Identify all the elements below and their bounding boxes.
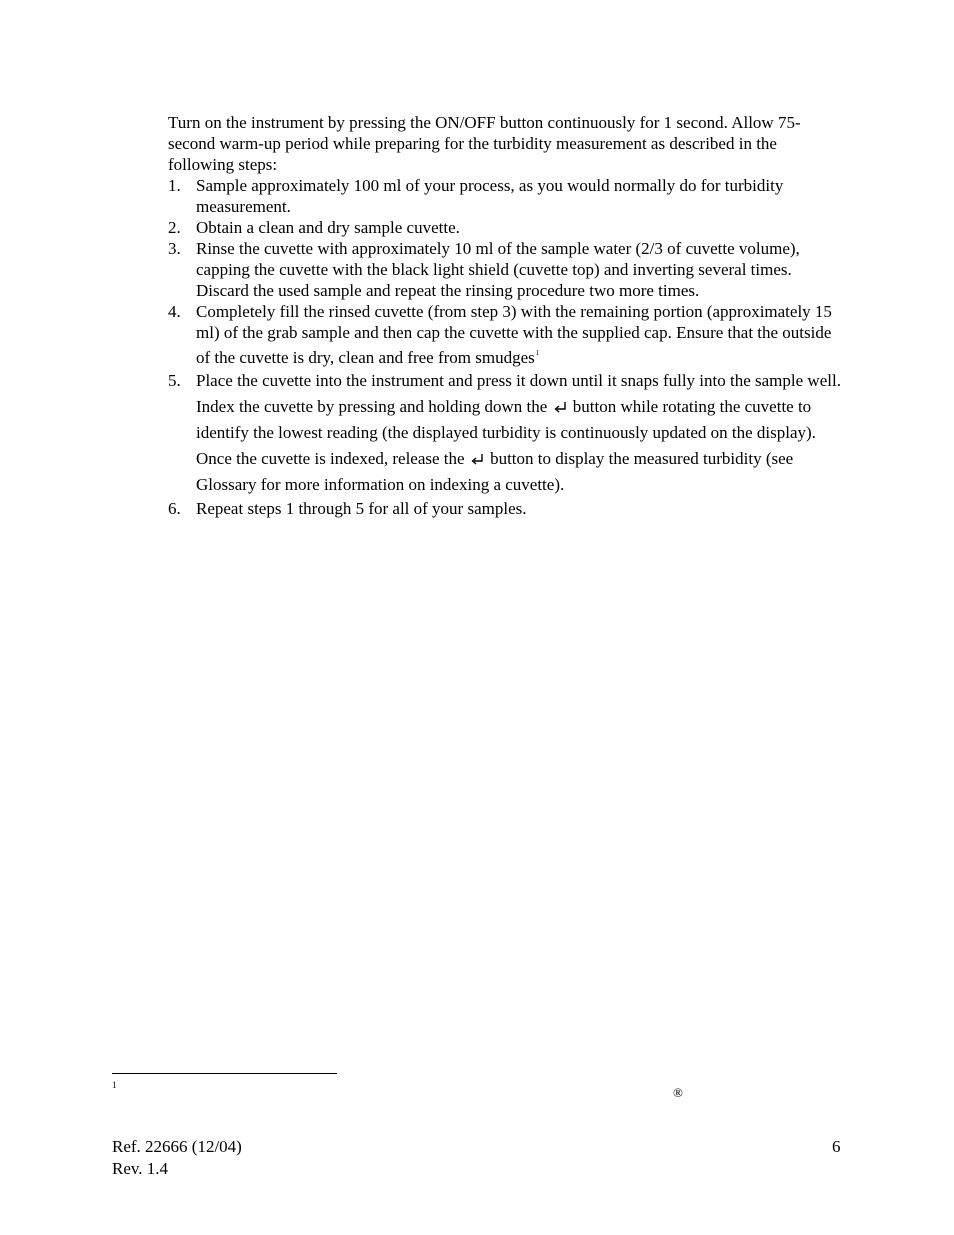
step-text: Completely fill the rinsed cuvette (from step 3) with the remaining portion (approximately 15 ml) of the grab sample and then cap the cuvette with the supplied cap. Ensure that the outside of the cuvette is dry, clean and free from smudges: [196, 302, 832, 367]
list-item-step-3: [168, 238, 843, 301]
footnote-divider: [112, 1073, 337, 1074]
step-number: 3.: [168, 239, 181, 258]
footnote-reference[interactable]: 1: [535, 349, 540, 357]
list-item-step-1: [168, 175, 843, 217]
list-item-step-5: [168, 368, 843, 498]
registered-trademark-symbol: ®: [673, 1085, 683, 1100]
steps-list: [168, 175, 843, 519]
step-text-part-3: button to display the measured turbidity (see Glossary for more information on indexing a cuvette).: [196, 449, 794, 494]
footer-revision: Rev. 1.4: [112, 1159, 169, 1178]
step-text: Repeat steps 1 through 5 for all of your samples.: [196, 499, 527, 518]
enter-key-icon: [554, 401, 567, 413]
step-text: Rinse the cuvette with approximately 10 ml of the sample water (2/3 of cuvette volume), capping the cuvette with the black light shield (cuvette top) and inverting several times. Discard the used sample and repeat the rinsing procedure two more times.: [196, 239, 800, 300]
step-number: 5.: [168, 371, 181, 390]
footnote-mark: 1: [112, 1080, 117, 1090]
step-text: Obtain a clean and dry sample cuvette.: [196, 218, 460, 237]
list-item-step-4: [168, 301, 843, 368]
step-number: 4.: [168, 302, 181, 321]
intro-paragraph: Turn on the instrument by pressing the ON/OFF button continuously for 1 second. Allow 75-second warm-up period while preparing for the turbidity measurement as described in the following steps:: [168, 113, 801, 174]
document-body: [168, 112, 843, 519]
footer-reference: Ref. 22666 (12/04): [112, 1137, 242, 1156]
step-text-part-1: Place the cuvette into the instrument and press it down until it snaps fully into the sample well. Index the cuvette by pressing and holding down the: [196, 371, 841, 416]
enter-key-icon: [471, 453, 484, 465]
page-number: 6: [832, 1137, 841, 1156]
step-number: 6.: [168, 499, 181, 518]
page-footer-left: [112, 1136, 242, 1180]
step-text-part-2: button while rotating the cuvette to identify the lowest reading (the displayed turbidity is continuously updated on the display). Once the cuvette is indexed, release the: [196, 397, 816, 468]
list-item-step-2: [168, 217, 843, 238]
step-number: 2.: [168, 218, 181, 237]
step-text: Sample approximately 100 ml of your process, as you would normally do for turbidity measurement.: [196, 176, 784, 216]
list-item-step-6: [168, 498, 843, 519]
step-number: 1.: [168, 176, 181, 195]
